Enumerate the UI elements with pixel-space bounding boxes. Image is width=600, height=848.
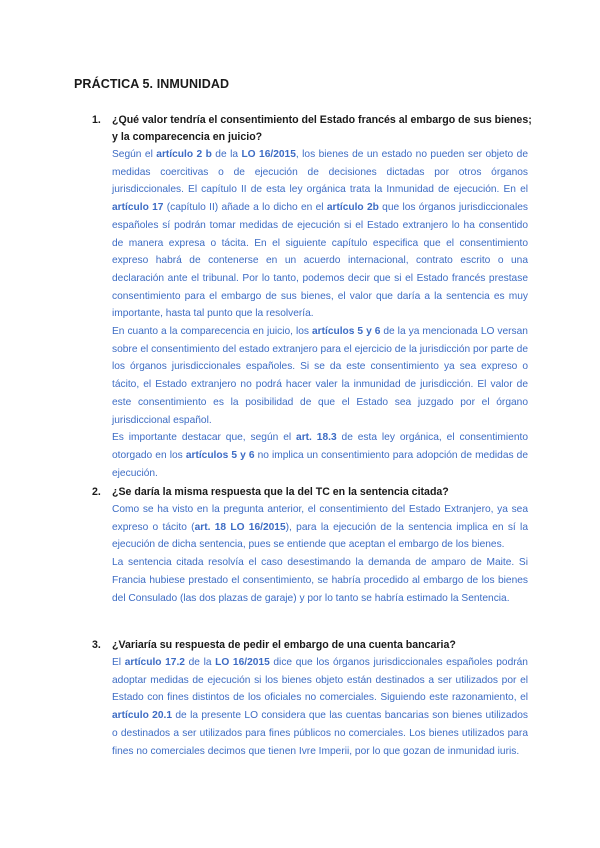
text-run: que los órganos jurisdiccionales españoles sí podrán tomar medidas de ejecución si el Estado extranjero lo ha consentido de manera expresa o tácita. En el siguiente capítulo especifica que el consentimiento expreso habrá de contenerse en un acuerdo internacional, contrato escrito o una declaración ante el tribunal. Por lo tanto, podemos decir que si el Estado francés prestase consentimiento para el embargo de sus bienes, el valor que daría a la sentencia es muy importante, hasta tal punto que la resolvería. bbox=[112, 202, 528, 320]
legal-reference: artículos 5 y 6 bbox=[185, 449, 255, 461]
answer-paragraph bbox=[112, 554, 528, 607]
answer-1 bbox=[112, 146, 528, 482]
text-run: , los bienes de un estado no pueden ser objeto de medidas coercitivas o de ejecución de decisiones dictadas por otros órganos jurisdiccionales. El capítulo II de esta ley orgánica trata la Inmunidad de ejecución. En el bbox=[112, 149, 528, 196]
text-run: dice que los órganos jurisdiccionales españoles podrán adoptar medidas de ejecución si los bienes objeto están destinados a ser utilizados por el Estado con fines distintos de los oficiales no comerciales. Siguiendo este razonamiento, el bbox=[112, 657, 528, 704]
text-run: Como se ha visto en la pregunta anterior, el consentimiento del Estado Extranjero, ya sea expreso o tácito ( bbox=[112, 504, 528, 533]
legal-reference: artículo 2 b bbox=[156, 149, 212, 160]
answer-2 bbox=[112, 501, 528, 607]
answer-paragraph bbox=[112, 146, 528, 323]
text-run: de la presente LO considera que las cuentas bancarias son bienes utilizados o destinados a ser utilizados para fines públicos no comerciales. Los bienes utilizados para fines no comerciales decimos que tienen Ivre Imperii, por lo que gozan de inmunidad iuris. bbox=[112, 710, 528, 757]
legal-reference: artículo 20.1 bbox=[112, 710, 172, 722]
answer-paragraph bbox=[112, 429, 528, 482]
text-run: La sentencia citada resolvía el caso desestimando la demanda de amparo de Maite. Si Francia hubiese prestado el consentimiento, se habría procedido al embargo de los bienes del Consulado (las dos plazas de garaje) y por lo tanto se habría estimado la Sentencia. bbox=[112, 557, 528, 604]
answer-3 bbox=[112, 654, 528, 760]
question-number: 3. bbox=[92, 639, 101, 651]
text-run: (capítulo II) añade a lo dicho en el bbox=[163, 202, 327, 214]
text-run: de esta ley orgánica, el consentimiento otorgado en los bbox=[112, 432, 529, 461]
answer-paragraph bbox=[112, 654, 528, 760]
question-text: ¿Qué valor tendría el consentimiento del Estado francés al embargo de sus bienes; y la comparecencia en juicio? bbox=[112, 114, 532, 143]
page-title: PRÁCTICA 5. INMUNIDAD bbox=[74, 77, 230, 91]
text-run: Es importante destacar que, según el bbox=[112, 432, 297, 444]
legal-reference: art. 18.3 bbox=[296, 432, 337, 444]
legal-reference: LO 16/2015 bbox=[241, 149, 296, 160]
legal-reference: artículo 2b bbox=[326, 202, 379, 214]
question-number: 2. bbox=[92, 486, 101, 498]
legal-reference: art. 18 LO 16/2015 bbox=[194, 521, 286, 533]
legal-reference: LO 16/2015 bbox=[215, 657, 270, 668]
legal-reference: artículo 17 bbox=[112, 202, 164, 214]
question-number: 1. bbox=[92, 114, 101, 126]
answer-paragraph bbox=[112, 501, 528, 554]
legal-reference: artículo 17.2 bbox=[124, 657, 185, 668]
text-run: ), para la ejecución de la sentencia implica en sí la ejecución de dicha sentencia, pues se entiende que aceptan el embargo de los bienes. bbox=[112, 521, 528, 551]
text-run: de la bbox=[211, 149, 242, 160]
question-text: ¿Se daría la misma respuesta que la del TC en la sentencia citada? bbox=[112, 486, 449, 498]
answer-paragraph bbox=[112, 323, 528, 429]
text-run: no implica un consentimiento para adopción de medidas de ejecución. bbox=[112, 449, 528, 479]
text-run: de la ya mencionada LO versan sobre el consentimiento del estado extranjero para el ejercicio de la jurisdicción por parte de los órganos jurisdiccionales españoles. Si se da este consentimiento ya sea expreso o tácito, el Estado extranjero no podrá hacer valer la inmunidad de jurisdicción. El valor de este consentimiento es la posibilidad de que el Estado sea juzgado por el órgano jurisdiccional español. bbox=[112, 326, 528, 426]
question-text: ¿Variaría su respuesta de pedir el embargo de una cuenta bancaria? bbox=[112, 639, 456, 651]
text-run: de la bbox=[184, 657, 216, 668]
text-run: En cuanto a la comparecencia en juicio, los bbox=[112, 326, 312, 338]
legal-reference: artículos 5 y 6 bbox=[311, 326, 381, 338]
text-run: El bbox=[112, 657, 125, 668]
text-run: Según el bbox=[112, 149, 157, 160]
